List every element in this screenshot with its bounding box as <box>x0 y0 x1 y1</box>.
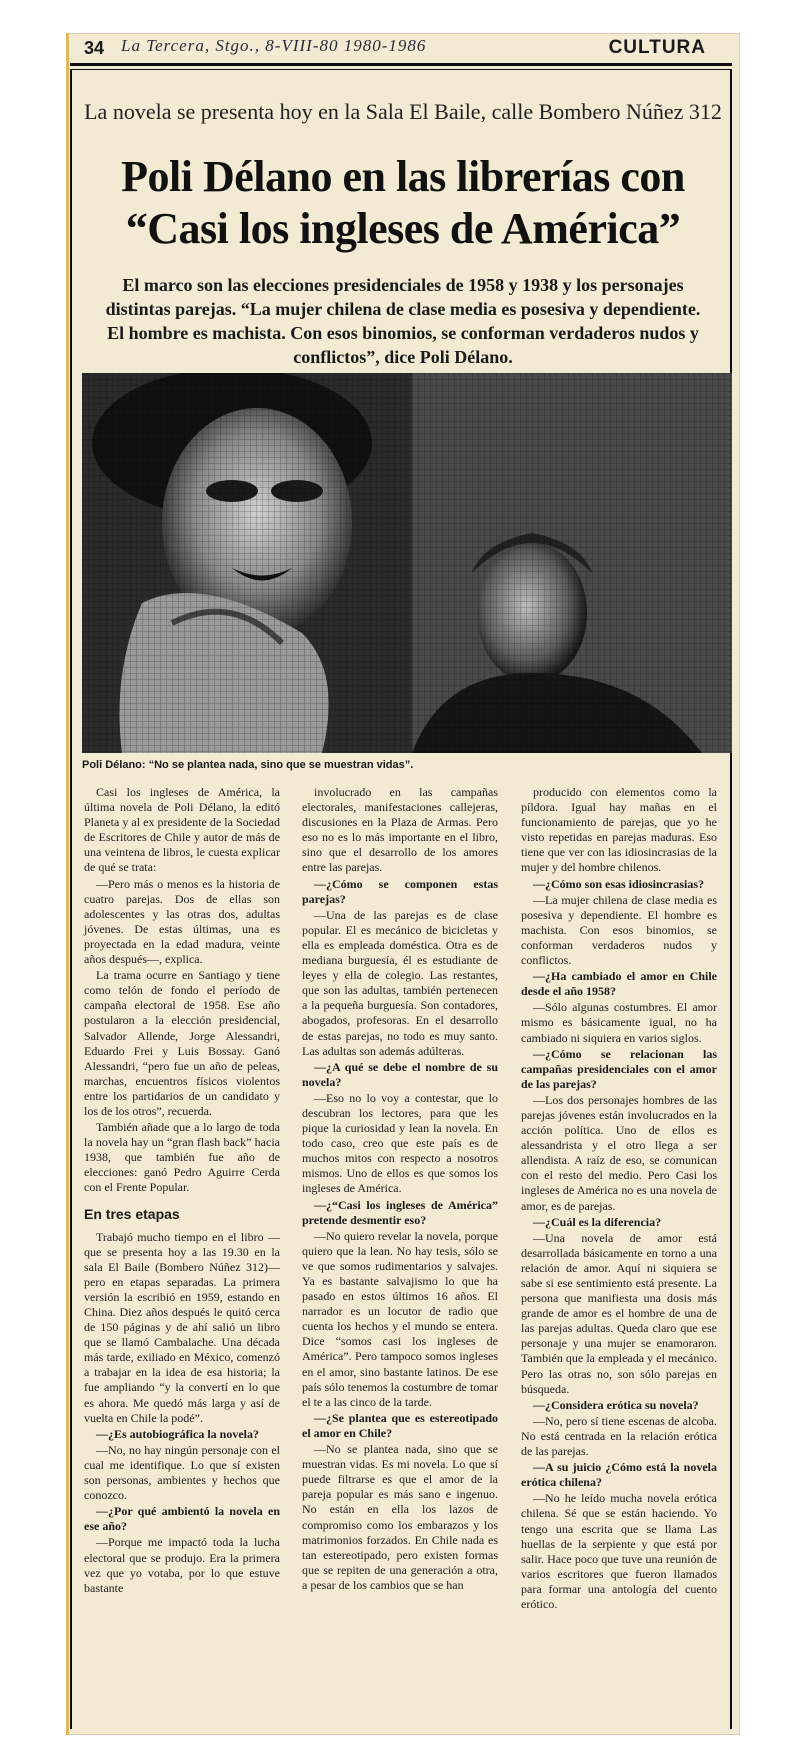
header-rule <box>70 63 732 66</box>
paragraph: —Porque me impactó toda la lucha electoral que se produjo. Era la primera vez que yo votaba, por lo que estuve bastante <box>84 1535 280 1595</box>
paragraph: —No, no hay ningún personaje con el cual me identifique. Lo que sí existen son personas, ambientes y hechos que conozco. <box>84 1442 280 1503</box>
paragraph: —Eso no lo voy a contestar, que lo descubran los lectores, para que les pique la curiosidad y lean la novela. En todo caso, creo que este país es de muchos mitos con respecto a nosotros mismos. Uno de ellos es que somos los ingleses de América. <box>302 1090 498 1196</box>
interview-question: —¿Por qué ambientó la novela en ese año? <box>84 1504 280 1534</box>
headline-line-2: “Casi los ingleses de América” <box>125 204 681 253</box>
article-column-2 <box>302 785 498 1594</box>
article-kicker: La novela se presenta hoy en la Sala El Baile, calle Bombero Núñez 312 <box>84 99 722 124</box>
column-3-body <box>521 785 717 1612</box>
article-deck: El marco son las elecciones presidenciales de 1958 y 1938 y los personajes distintas parejas. “La mujer chilena de clase media es posesiva y dependiente. El hombre es machista. Con esos binomios, se conforman verdaderos nudos y conflictos”, dice Poli Délano. <box>105 275 701 367</box>
paragraph: —Sólo algunas costumbres. El amor mismo es básicamente igual, no ha cambiado ni siquiera en varios siglos. <box>521 1000 717 1045</box>
headline-line-1: Poli Délano en las librerías con <box>121 152 685 201</box>
clipping-edge <box>66 33 69 1735</box>
paragraph: —Los dos personajes hombres de las parejas jóvenes están involucrados en la acción política. Uno de ellos es alessandrista y el otro llega a ser allendista. A raíz de eso, se comunican con el resto del medio. Pero Casi los ingleses de América no es una novela de amor, es de parejas. <box>521 1092 717 1213</box>
interview-question: —¿Cómo son esas idiosincrasias? <box>533 876 705 891</box>
article-subhead: En tres etapas <box>84 1205 180 1222</box>
article-headline <box>76 151 730 255</box>
column-1-top <box>84 785 280 1196</box>
paragraph: —No, pero sí tiene escenas de alcoba. No está centrada en la relación erótica de las parejas. <box>521 1413 717 1459</box>
paragraph: —La mujer chilena de clase media es posesiva y dependiente. El hombre es machista. Con esos binomios, se conforman verdaderos nudos y conflictos. <box>521 892 717 968</box>
interview-question: —¿Se plantea que es estereotipado el amor en Chile? <box>302 1410 498 1440</box>
photo-caption: Poli Délano: “No se plantea nada, sino que se muestran vidas”. <box>82 759 414 771</box>
column-2-body <box>302 785 498 1593</box>
paragraph: —Pero más o menos es la historia de cuatro parejas. Dos de ellas son adolescentes y las otras dos, adultas jóvenes. De estas últimas, una es proyectada en la edad madura, veinte años después—, explica. <box>84 876 280 967</box>
interview-question: —¿Ha cambiado el amor en Chile desde el año 1958? <box>521 969 717 999</box>
article-photo <box>82 373 732 753</box>
interview-question: —¿Es autobiográfica la novela? <box>96 1426 260 1441</box>
paragraph: involucrado en las campañas electorales, manifestaciones callejeras, discusiones en la Plaza de Armas. Pero eso no es lo más importante en el libro, sino que el desarrollo de los amores entre las parejas. <box>302 785 498 875</box>
column-1-bottom <box>84 1230 280 1596</box>
newspaper-clipping <box>66 33 740 1735</box>
page-number: 34 <box>84 38 105 58</box>
interview-question: —¿“Casi los ingleses de América” pretende desmentir eso? <box>302 1197 498 1227</box>
interview-question: —¿Cómo se componen estas parejas? <box>302 876 498 906</box>
photo-illustration <box>82 373 732 753</box>
paragraph: Casi los ingleses de América, la última novela de Poli Délano, la editó Planeta y al ex presidente de la Sociedad de Escritores de Chile y autor de más de una veintena de libros, le cuesta explicar de qué se trata: <box>84 785 280 875</box>
section-label: CULTURA <box>608 37 706 58</box>
interview-question: —A su juicio ¿Cómo está la novela erótica chilena? <box>521 1460 717 1490</box>
box-border-left <box>70 69 72 1729</box>
interview-question: —¿Cuál es la diferencia? <box>533 1214 662 1229</box>
article-column-1 <box>84 785 280 1597</box>
paragraph: —No he leído mucha novela erótica chilena. Sé que se están haciendo. Yo tengo una escrita que se llama Las huellas de la serpiente y que está por salir. Hace poco que tuve una reunión de varios escritores que fueron llamados para formar una antología del cuento erótico. <box>521 1491 717 1611</box>
article-column-3 <box>521 785 717 1613</box>
page-header <box>66 33 740 63</box>
paragraph: —Una novela de amor está desarrollada básicamente en torno a una relación de amor. Aquí ni siquiera se sabe si ese sentimiento está presente. La persona que manifiesta una dosis más grande de amor es el hombre de una de las parejas adultas. Queda claro que ese personaje y una mujer se enamoraron. También que la empleada y el mecánico. Pero las otras no, son sólo parejas en búsqueda. <box>521 1230 717 1396</box>
interview-question: —¿A qué se debe el nombre de su novela? <box>302 1059 498 1089</box>
interview-question: —¿Considera erótica su novela? <box>533 1397 699 1412</box>
paragraph: —Una de las parejas es de clase popular. El es mecánico de bicicletas y ella es empleada doméstica. Otra es de mediana burguesía, él es estudiante de leyes y ella de colegio. Las restantes, que son las adultas, también pertenecen a la pequeña burguesía. Son contadores, abogados, profesoras. En el desarrollo de estas parejas, no todo es muy santo. Las adultas son además adúlteras. <box>302 907 498 1058</box>
paragraph: Trabajó mucho tiempo en el libro —que se presenta hoy a las 19.30 en la sala El Baile (Bombero Núñez 312)— pero en etapas separadas. La primera versión la escribió en 1959, estando en China. Diez años después le quitó cerca de 150 páginas y de ahí salió un libro que se llamó Cambalache. Una década más tarde, exiliado en México, comenzó a trabajar en la idea de esa historia; la fue ampliando “y la convertí en lo que es ahora. Me quedó más larga y así de vuelta en Chile la podé”. <box>84 1229 280 1425</box>
header-rule-thin <box>70 69 732 70</box>
interview-question: —¿Cómo se relacionan las campañas presidenciales con el amor de las parejas? <box>521 1046 717 1091</box>
paragraph: producido con elementos como la píldora. Igual hay mañas en el funcionamiento de parejas, que yo he visto repetidas en parejas maduras. Eso tiene que ver con las idiosincrasias de la mujer y del hombre chilenos. <box>521 785 717 875</box>
paragraph: La trama ocurre en Santiago y tiene como telón de fondo el período de campaña electoral de 1958. Ese año postularon a la elección presidencial, Salvador Allende, Jorge Alessandri, Eduardo Frei y Luis Bossay. Ganó Alessandri, “pero fue un año de peleas, marchas, encuentros físicos violentos entre los partidarios de un candidato y los de los otros”, recuerda. <box>84 968 280 1118</box>
paragraph: También añade que a lo largo de toda la novela hay un “gran flash back” hacia 1938, que también fue año de elecciones: ganó Pedro Aguirre Cerda con el Frente Popular. <box>84 1120 280 1195</box>
paragraph: —No se plantea nada, sino que se muestran vidas. Es mi novela. Lo que sí puede filtrarse es que el amor de la pareja popular es más sano e ingenuo. No están en ella los lazos de compromiso como los embarazos y los matrimonios forzados. En Chile nada es tan estereotipado, pero existen formas que se repiten de una generación a otra, a pesar de los cambios que se han <box>302 1442 498 1592</box>
handwritten-annotation: La Tercera, Stgo., 8-VIII-80 1980-1986 <box>121 36 427 55</box>
paragraph: —No quiero revelar la novela, porque quiero que la lean. No hay tesis, sólo se ve que somos rudimentarios y salvajes. Ya es bastante salvajismo lo que ha pasado en estos últimos 16 años. El narrador es un locutor de radio que cuenta los hechos y el mundo se entera. Dice “somos casi los ingleses de América”. Pero tampoco somos ingleses en el amor, sino bastante latinos. De ese país sólo tenemos la costumbre de tomar el te a las cinco de la tarde. <box>302 1228 498 1409</box>
box-border-right <box>730 69 732 1729</box>
